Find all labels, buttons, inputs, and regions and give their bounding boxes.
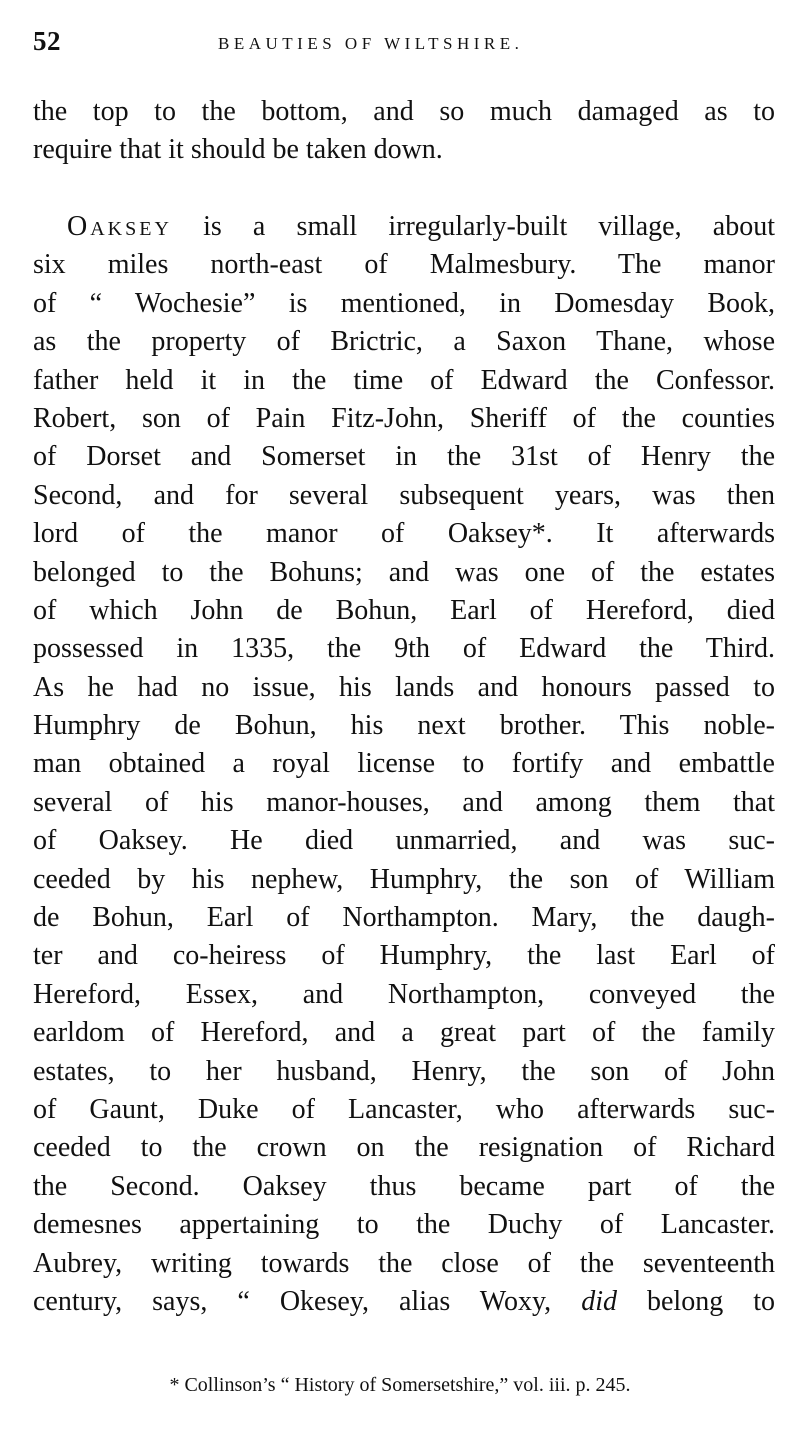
text-line: earldom of Hereford, and a great part of the family [33,1017,775,1049]
text-line: of Oaksey. He died unmarried, and was suc- [33,825,775,857]
text-line: Aubrey, writing towards the close of the seventeenth [33,1247,775,1279]
text-line: of Dorset and Somerset in the 31st of Henry the [33,441,775,473]
italic-word: did [581,1285,617,1317]
last-line-start: century, says, “ Okesey, alias Woxy, [33,1285,582,1317]
text-line: man obtained a royal license to fortify and embattle [33,748,775,780]
oaksey-paragraph [33,208,775,1321]
text-line: six miles north-east of Malmesbury. The manor [33,249,775,281]
footnote: * Collinson’s “ History of Somersetshire,” vol. iii. p. 245. [169,1374,631,1396]
text-line: as the property of Brictric, a Saxon Thane, whose [33,326,775,358]
text-line: ceeded by his nephew, Humphry, the son of William [33,863,775,895]
text-line: de Bohun, Earl of Northampton. Mary, the daugh- [33,902,775,934]
text-line [33,1283,775,1321]
text-line: estates, to her husband, Henry, the son of John [33,1055,775,1087]
text-line: Robert, son of Pain Fitz-John, Sheriff of the counties [33,402,775,434]
continuation-paragraph [33,93,775,170]
text-line: lord of the manor of Oaksey*. It afterwards [33,518,775,550]
lead-word: Oaksey [67,211,172,242]
text-line: possessed in 1335, the 9th of Edward the Third. [33,633,775,665]
text-line: of Gaunt, Duke of Lancaster, who afterwards suc- [33,1093,775,1125]
text-line: demesnes appertaining to the Duchy of Lancaster. [33,1209,775,1241]
text-line: the Second. Oaksey thus became part of the [33,1170,775,1202]
text-line: of “ Wochesie” is mentioned, in Domesday Book, [33,287,775,319]
text-line: belonged to the Bohuns; and was one of the estates [33,556,775,588]
running-title: BEAUTIES OF WILTSHIRE. [218,34,524,53]
first-line-text: is a small irregularly-built village, about [171,211,775,242]
last-line-end: belong to [616,1285,775,1317]
text-line: Hereford, Essex, and Northampton, conveyed the [33,978,775,1010]
text-line: ceeded to the crown on the resignation of Richard [33,1132,775,1164]
page-number: 52 [33,26,61,56]
text-line: As he had no issue, his lands and honours passed to [33,671,775,703]
text-line: Humphry de Bohun, his next brother. This noble- [33,710,775,742]
text-line: of which John de Bohun, Earl of Hereford, died [33,594,775,626]
page-header [33,26,773,66]
text-line: Second, and for several subsequent years, was then [33,479,775,511]
text-line: several of his manor-houses, and among them that [33,786,775,818]
text-line: father held it in the time of Edward the Confessor. [33,364,775,396]
text-line: the top to the bottom, and so much damaged as to [33,96,775,127]
text-line [33,208,775,246]
text-line: require that it should be taken down. [33,134,443,166]
text-line: ter and co-heiress of Humphry, the last Earl of [33,940,775,972]
